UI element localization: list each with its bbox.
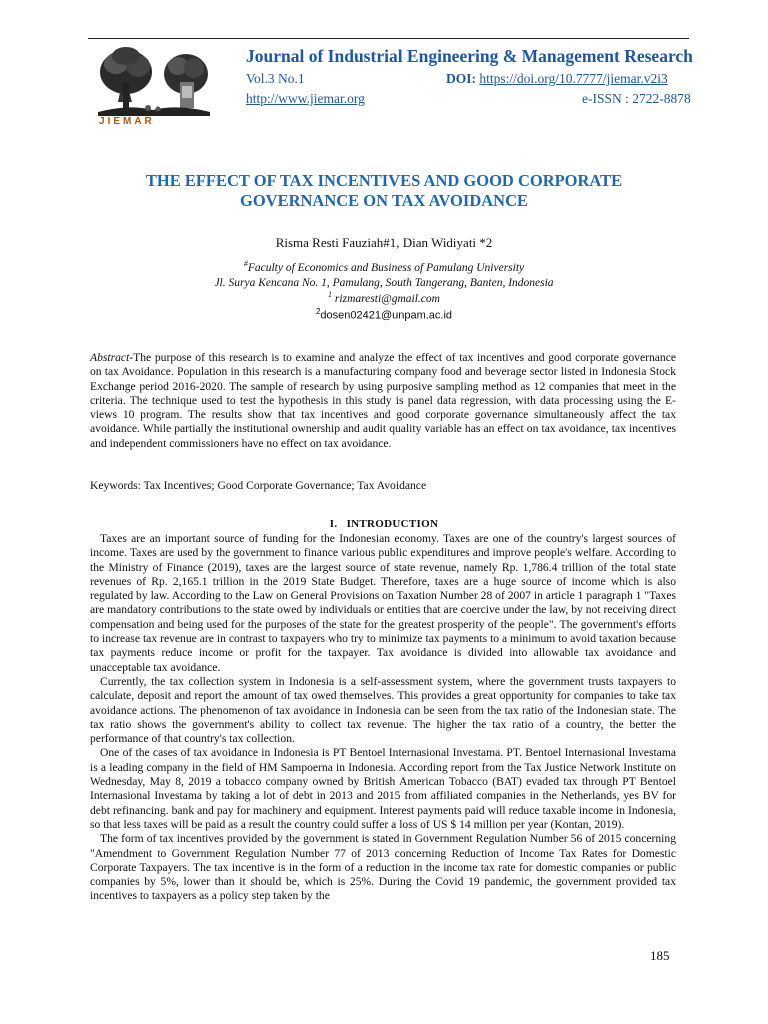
affiliation bbox=[90, 259, 678, 274]
keywords: Keywords: Tax Incentives; Good Corporate Governance; Tax Avoidance bbox=[90, 479, 427, 492]
email1[interactable]: rizmaresti@gmail.com bbox=[334, 292, 440, 305]
affiliation-mark: # bbox=[243, 259, 248, 268]
section-heading-introduction: I. INTRODUCTION bbox=[329, 518, 439, 530]
body-paragraph: Currently, the tax collection system in Indonesia is a self-assessment system, where the government trusts taxpayers to calculate, deposit and report the amount of tax owed themselves. This provides a great opportunity for companies to take tax avoidance actions. The phenomenon of tax avoidance in Indonesia can be seen from the tax ratio of the Indonesian state. The tax ratio shows the government's ability to collect tax revenue. The higher the tax ratio of a country, the better the performance of that country's tax collection. bbox=[90, 674, 676, 746]
doi-line bbox=[446, 71, 668, 87]
email1-mark: 1 bbox=[328, 290, 333, 299]
introduction-body bbox=[90, 532, 676, 904]
doi-link[interactable]: https://doi.org/10.7777/jiemar.v2i3 bbox=[479, 71, 668, 86]
logo-wordmark: JIEMAR bbox=[99, 116, 155, 127]
email2[interactable]: dosen02421@unpam.ac.id bbox=[320, 309, 453, 322]
journal-issn: e-ISSN : 2722-8878 bbox=[582, 91, 691, 106]
header-rule bbox=[88, 38, 689, 39]
body-paragraph: The form of tax incentives provided by the government is stated in Government Regulation Number 56 of 2015 concerning "Amendment to Government Regulation Number 77 of 2013 concerning Reduction of Income Tax Rates for Domestic Corporate Taxpayers. The tax incentive is in the form of a reduction in the income tax rate for domestic companies or public companies by 5%, lower than it should be, which is 25%. During the Covid 19 pandemic, the government provided tax incentives to taxpayers as a policy step taken by the bbox=[90, 832, 676, 903]
doi-label: DOI: bbox=[446, 71, 476, 86]
paper-title bbox=[90, 171, 678, 211]
email1-line bbox=[90, 290, 678, 305]
page-number: 185 bbox=[650, 948, 670, 963]
journal-volume: Vol.3 No.1 bbox=[246, 71, 305, 86]
email2-mark: 2 bbox=[315, 307, 321, 316]
address: Jl. Surya Kencana No. 1, Pamulang, South Tangerang, Banten, Indonesia bbox=[214, 277, 554, 289]
email2-line bbox=[90, 307, 678, 322]
journal-url-link[interactable]: http://www.jiemar.org bbox=[246, 91, 365, 106]
journal-title: Journal of Industrial Engineering & Management Research bbox=[246, 46, 693, 66]
abstract-label: Abstract bbox=[90, 351, 130, 364]
affiliation-text: Faculty of Economics and Business of Pamulang University bbox=[247, 261, 525, 274]
paper-authors: Risma Resti Fauziah#1, Dian Widiyati *2 bbox=[275, 235, 493, 250]
body-paragraph: One of the cases of tax avoidance in Indonesia is PT Bentoel Internasional Investama. PT. Bentoel Internasional Investama is a leading company in the field of HM Sampoerna in Indonesia. According report from the Tax Justice Network Institute on Wednesday, May 8, 2019 a tobacco company owned by British American Tobacco (BAT) evaded tax through PT Bentoel Internasional Investama by taking a lot of debt in 2013 and 2015 from affiliated companies in the Netherlands, yes BV for debt refinancing. bank and pay for machinery and equipment. Interest payments paid will reduce taxable income in Indonesia, so that less taxes will be paid as a result the country could suffer a loss of US $ 14 million per year (Kontan, 2019). bbox=[90, 746, 676, 831]
abstract-text: -The purpose of this research is to examine and analyze the effect of tax incentives and good corporate governance on tax Avoidance. Population in this research is a manufacturing company food and beverage sector listed in Indonesia Stock Exchange period 2016-2020. The sample of research by using purposive sampling method as 12 companies that meet in the criteria. The technique used to test the hypothesis in this study is panel data regression, with data processing using the E-views 10 program. The results show that tax incentives and good corporate governance simultaneously affect the tax avoidance. While partially the institutional ownership and audit quality variable has an effect on tax avoidance, tax incentives and independent commissioners have no effect on tax avoidance. bbox=[90, 351, 676, 450]
body-paragraph: Taxes are an important source of funding for the Indonesian economy. Taxes are one of the country's largest sources of income. Taxes are used by the government to finance various public expenditures and improve people's welfare. According to the Ministry of Finance (2019), taxes are the largest source of state revenue, namely Rp. 1,786.4 trillion of the total state revenues of Rp. 2,165.1 trillion in the 2019 State Budget. Therefore, taxes are a huge source of income which is also regulated by law. According to the Law on General Provisions on Taxation Number 28 of 2007 in article 1 paragraph 1 "Taxes are mandatory contributions to the state owed by individuals or entities that are coercive under the law, by not receiving direct compensation and being used for the purposes of the state for the greatest prosperity of the people". The government's efforts to increase tax revenue are in contrast to taxpayers who try to minimize tax payments to a minimum to avoid taxation because tax payments reduce income or profit for the taxpayer. Tax avoidance is divided into allowable tax avoidance and unacceptable tax avoidance. bbox=[90, 532, 676, 674]
abstract bbox=[90, 351, 676, 451]
journal-url-line bbox=[246, 91, 365, 107]
paper-title-line2: GOVERNANCE ON TAX AVOIDANCE bbox=[239, 191, 528, 210]
paper-title-line1: THE EFFECT OF TAX INCENTIVES AND GOOD CORPORATE bbox=[145, 171, 623, 190]
